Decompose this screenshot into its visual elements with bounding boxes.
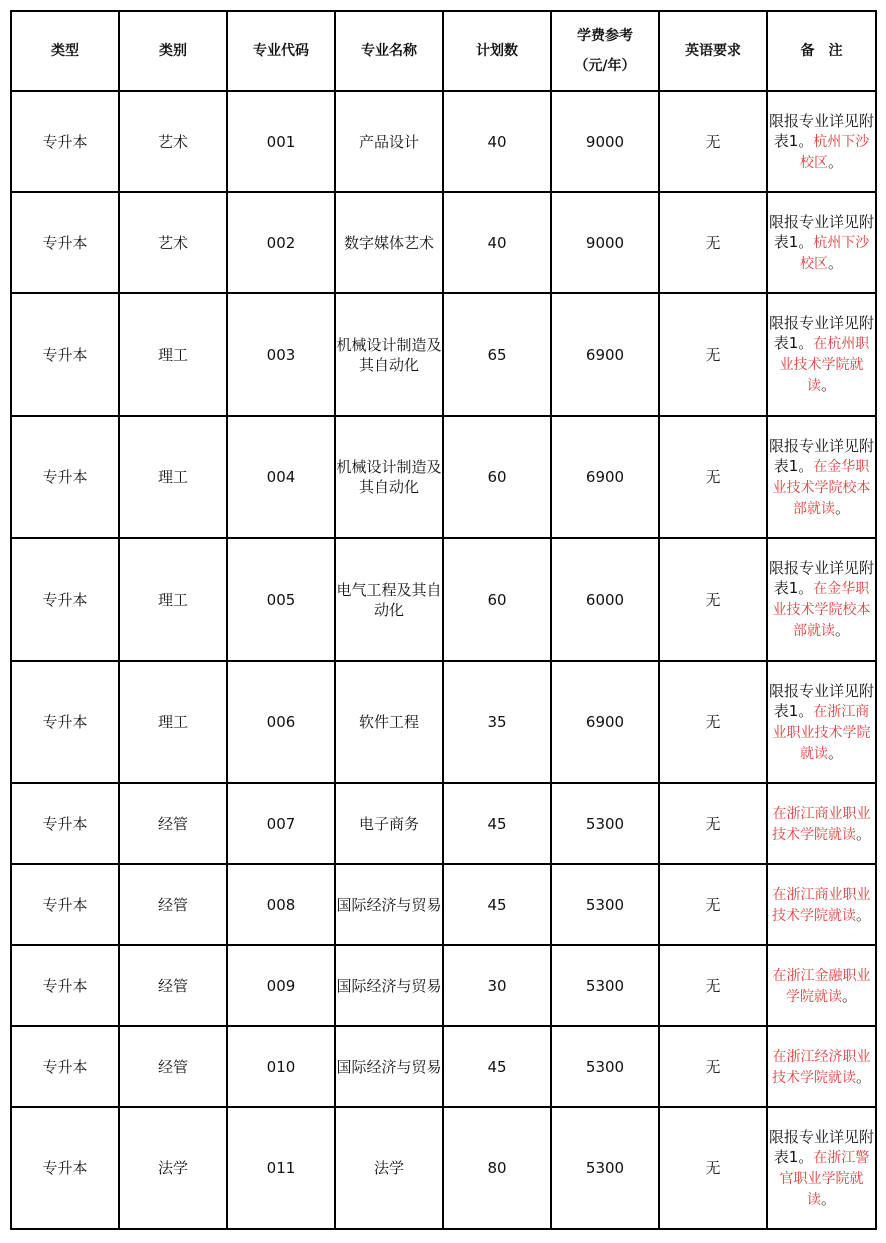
cell-code: 001 <box>227 91 335 192</box>
cell-name: 数字媒体艺术 <box>335 192 443 293</box>
cell-note <box>767 192 876 293</box>
table-row <box>11 293 876 416</box>
table-row <box>11 1107 876 1229</box>
cell-english: 无 <box>659 1026 767 1107</box>
cell-code: 004 <box>227 416 335 538</box>
note-end: 。 <box>841 986 857 1005</box>
cell-fee: 5300 <box>551 1026 659 1107</box>
cell-code: 002 <box>227 192 335 293</box>
note-end: 。 <box>855 824 871 843</box>
cell-type: 专升本 <box>11 864 119 945</box>
cell-code: 010 <box>227 1026 335 1107</box>
header-fee <box>551 11 659 91</box>
cell-code: 009 <box>227 945 335 1026</box>
cell-fee: 9000 <box>551 91 659 192</box>
cell-code: 007 <box>227 783 335 864</box>
note-text: 限报专业详见附表1。 <box>768 1127 874 1166</box>
cell-fee: 6000 <box>551 538 659 661</box>
cell-english: 无 <box>659 783 767 864</box>
cell-note <box>767 661 876 783</box>
note-location: 在金华职业技术学院校本部就读 <box>772 581 871 639</box>
cell-note <box>767 91 876 192</box>
note-text: 限报专业详见附表1。 <box>768 314 874 352</box>
note-end: 。 <box>820 376 836 394</box>
note-location: 在浙江商业职业技术学院就读 <box>771 805 871 843</box>
header-english: 英语要求 <box>659 11 767 91</box>
cell-fee: 5300 <box>551 945 659 1026</box>
header-row <box>11 11 876 91</box>
cell-english: 无 <box>659 864 767 945</box>
cell-type: 专升本 <box>11 538 119 661</box>
cell-name: 电气工程及其自动化 <box>335 538 443 661</box>
cell-plan: 45 <box>443 1026 551 1107</box>
cell-plan: 60 <box>443 538 551 661</box>
cell-type: 专升本 <box>11 661 119 783</box>
enrollment-table <box>10 10 877 1230</box>
cell-code: 008 <box>227 864 335 945</box>
cell-note <box>767 945 876 1026</box>
table-row <box>11 91 876 192</box>
note-end: 。 <box>855 905 871 924</box>
cell-fee: 9000 <box>551 192 659 293</box>
cell-english: 无 <box>659 1107 767 1229</box>
cell-fee: 5300 <box>551 783 659 864</box>
note-text: 限报专业详见附表1。 <box>768 212 874 251</box>
cell-category: 经管 <box>119 1026 227 1107</box>
cell-plan: 40 <box>443 192 551 293</box>
note-end: 。 <box>834 498 850 517</box>
cell-plan: 35 <box>443 661 551 783</box>
cell-plan: 65 <box>443 293 551 416</box>
cell-plan: 45 <box>443 864 551 945</box>
cell-category: 理工 <box>119 661 227 783</box>
header-category: 类别 <box>119 11 227 91</box>
cell-type: 专升本 <box>11 91 119 192</box>
note-location: 在浙江警官职业学院就读 <box>779 1149 870 1208</box>
table-row <box>11 864 876 945</box>
cell-category: 经管 <box>119 864 227 945</box>
cell-name: 产品设计 <box>335 91 443 192</box>
cell-name: 电子商务 <box>335 783 443 864</box>
cell-fee: 5300 <box>551 864 659 945</box>
note-text: 限报专业详见附表1。 <box>768 111 874 150</box>
note-location: 杭州下沙校区 <box>799 133 870 171</box>
note-text: 限报专业详见附表1。 <box>768 436 874 475</box>
header-name: 专业名称 <box>335 11 443 91</box>
cell-code: 011 <box>227 1107 335 1229</box>
header-code: 专业代码 <box>227 11 335 91</box>
cell-category: 理工 <box>119 416 227 538</box>
note-text: 限报专业详见附表1。 <box>768 559 874 597</box>
table-row <box>11 1026 876 1107</box>
cell-type: 专升本 <box>11 1026 119 1107</box>
note-location: 在浙江经济职业技术学院就读 <box>771 1048 871 1086</box>
note-location: 在浙江商业职业技术学院就读 <box>771 886 871 924</box>
table-body <box>11 91 876 1229</box>
note-end: 。 <box>834 621 850 639</box>
cell-category: 艺术 <box>119 91 227 192</box>
note-location: 杭州下沙校区 <box>799 234 870 272</box>
table-row <box>11 661 876 783</box>
cell-category: 经管 <box>119 945 227 1026</box>
cell-name: 法学 <box>335 1107 443 1229</box>
table-row <box>11 945 876 1026</box>
table-row <box>11 783 876 864</box>
header-fee-line2: （元/年） <box>574 58 636 74</box>
cell-fee: 6900 <box>551 293 659 416</box>
note-end: 。 <box>827 253 843 272</box>
cell-name: 软件工程 <box>335 661 443 783</box>
header-note: 备 注 <box>767 11 876 91</box>
table-row <box>11 538 876 661</box>
cell-name: 机械设计制造及其自动化 <box>335 416 443 538</box>
cell-category: 经管 <box>119 783 227 864</box>
cell-note <box>767 293 876 416</box>
header-type: 类型 <box>11 11 119 91</box>
note-location: 在杭州职业技术学院就读 <box>779 336 870 394</box>
note-text: 限报专业详见附表1。 <box>768 681 874 720</box>
note-location: 在浙江金融职业学院就读 <box>772 967 871 1005</box>
table-row <box>11 416 876 538</box>
cell-fee: 6900 <box>551 661 659 783</box>
table-row <box>11 192 876 293</box>
cell-plan: 40 <box>443 91 551 192</box>
cell-english: 无 <box>659 192 767 293</box>
note-end: 。 <box>820 1189 836 1208</box>
cell-type: 专升本 <box>11 293 119 416</box>
cell-english: 无 <box>659 416 767 538</box>
cell-type: 专升本 <box>11 416 119 538</box>
header-fee-line1: 学费参考 <box>577 28 633 44</box>
note-location: 在浙江商业职业技术学院就读 <box>772 703 871 762</box>
cell-plan: 60 <box>443 416 551 538</box>
cell-plan: 80 <box>443 1107 551 1229</box>
header-plan: 计划数 <box>443 11 551 91</box>
cell-plan: 30 <box>443 945 551 1026</box>
cell-plan: 45 <box>443 783 551 864</box>
cell-type: 专升本 <box>11 1107 119 1229</box>
cell-note <box>767 1026 876 1107</box>
note-end: 。 <box>855 1067 871 1086</box>
cell-category: 法学 <box>119 1107 227 1229</box>
cell-note <box>767 783 876 864</box>
cell-code: 006 <box>227 661 335 783</box>
note-end: 。 <box>827 743 843 762</box>
cell-english: 无 <box>659 538 767 661</box>
note-location: 在金华职业技术学院校本部就读 <box>772 458 871 517</box>
cell-name: 国际经济与贸易 <box>335 945 443 1026</box>
cell-english: 无 <box>659 945 767 1026</box>
cell-type: 专升本 <box>11 783 119 864</box>
note-end: 。 <box>827 152 843 171</box>
cell-category: 理工 <box>119 293 227 416</box>
cell-type: 专升本 <box>11 945 119 1026</box>
cell-english: 无 <box>659 293 767 416</box>
cell-english: 无 <box>659 91 767 192</box>
cell-name: 国际经济与贸易 <box>335 1026 443 1107</box>
cell-category: 艺术 <box>119 192 227 293</box>
cell-type: 专升本 <box>11 192 119 293</box>
cell-note <box>767 416 876 538</box>
cell-code: 003 <box>227 293 335 416</box>
cell-english: 无 <box>659 661 767 783</box>
cell-fee: 6900 <box>551 416 659 538</box>
cell-code: 005 <box>227 538 335 661</box>
cell-name: 机械设计制造及其自动化 <box>335 293 443 416</box>
cell-note <box>767 538 876 661</box>
cell-note <box>767 864 876 945</box>
cell-note <box>767 1107 876 1229</box>
cell-name: 国际经济与贸易 <box>335 864 443 945</box>
cell-fee: 5300 <box>551 1107 659 1229</box>
cell-category: 理工 <box>119 538 227 661</box>
